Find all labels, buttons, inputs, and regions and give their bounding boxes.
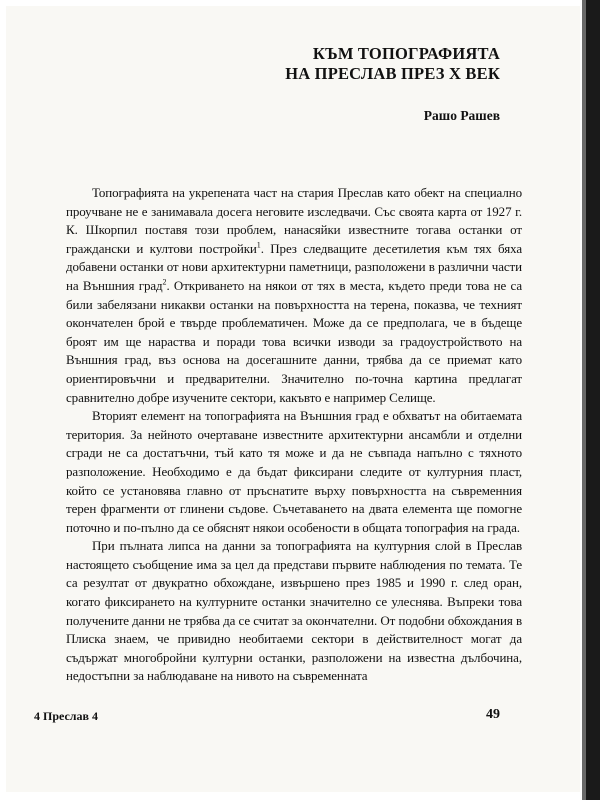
article-title-line-2: НА ПРЕСЛАВ ПРЕЗ Х ВЕК xyxy=(285,64,500,83)
paragraph-1-text-start: Топографията на укрепената част на стария Преслав като обект на специално проучване не е занимавала досега неговите изследвачи. Със своята карта от 1927 г. К. Шкорпил поставя този проблем, нанасяйки известните тогава останки от граждански и култови постройки xyxy=(66,185,522,256)
paragraph-1 xyxy=(66,184,522,407)
footnote-marker-2: 2 xyxy=(162,277,167,287)
paragraph-1-text-end: . Откриването на някои от тях в места, където преди това не са били забелязани никакви останки на повърхността на терена, показва, че техният окончателен брой е твърде проблематичен. Може да се предполага, че в бъдеще броят им ще нараства и поради това всички изводи за градоустройството на Външния град, въз основа на досегашните данни, трябва да се приемат като ориентировъчни и предварителни. Значително по-точна картина предлагат сравнително добре изучените сектори, какъвто е например Селище. xyxy=(66,277,522,405)
article-author: Рашо Рашев xyxy=(423,108,500,123)
paragraph-1-text-middle: . През следващите десетилетия към тях бяха добавени останки от нови архитектурни паметници, разположени в различни части на Външния град xyxy=(66,240,523,293)
article-body xyxy=(66,184,522,686)
footnote-marker-1: 1 xyxy=(256,240,261,250)
article-title xyxy=(285,44,500,84)
signature-mark: 4 Преслав 4 xyxy=(34,709,99,723)
paragraph-3: При пълната липса на данни за топографията на културния слой в Преслав настоящето съобщение има за цел да представи първите наблюдения по темата. Те са резултат от двукратно обхождане, извършено през 1985 и 1990 г. след оран, когато фиксирането на културните останки значително се улеснява. Въпреки това получените данни не трябва да се считат за окончателни. От подобни обхождания в Плиска знаем, че привидно необитаеми сектори в действителност могат да съдържат многобройни културни останки, разположени на известна дълбочина, недостъпни за наблюдаване на нивото на съвременната xyxy=(66,538,522,684)
page-number: 49 xyxy=(486,707,500,722)
scan-dark-edge xyxy=(582,0,600,800)
paragraph-2: Вторият елемент на топографията на Външния град е обхватът на обитаемата територия. За нейното очертаване известните архитектурни ансамбли и отделни сгради не са достатъчни, тъй като тя може и да не съвпада напълно с тяхното разположение. Необходимо е да бъдат фиксирани следите от културния пласт, който се установява главно от пръснатите върху повърхността на съвременния терен фрагменти от глинени съдове. Съчетаването на двата елемента ще помогне поточно и по-пълно да се обяснят някои особености в общата топография на града. xyxy=(66,408,522,535)
article-title-line-1: КЪМ ТОПОГРАФИЯТА xyxy=(312,44,500,63)
book-page xyxy=(6,6,580,792)
